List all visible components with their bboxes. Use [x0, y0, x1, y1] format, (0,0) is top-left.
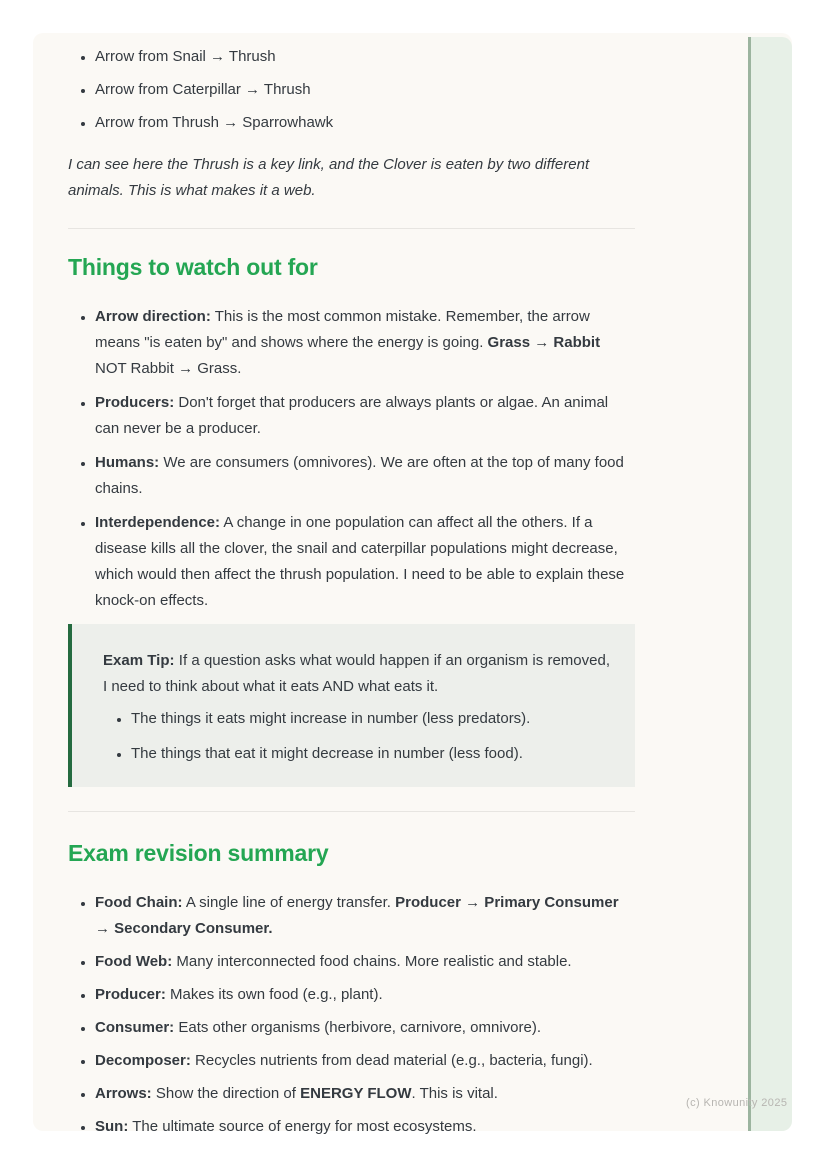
list-item	[95, 390, 635, 442]
list-item-text: This is the most common mistake. Remember, the arrow means "is eaten by" and shows where the energy is going.	[95, 308, 590, 351]
list-item-text: Arrow from Thrush → Sparrowhawk	[95, 114, 334, 131]
list-item	[131, 741, 610, 767]
list-item-text: The things it eats might increase in number (less predators).	[131, 710, 531, 727]
list-item-bold-text: Grass → Rabbit	[487, 334, 601, 351]
list-item	[95, 1114, 635, 1140]
list-item	[95, 949, 635, 975]
exam-tip-paragraph	[103, 648, 610, 700]
list-item-text: . This is vital.	[411, 1085, 498, 1102]
list-item-text: A single line of energy transfer.	[182, 894, 396, 911]
list-item-text: Eats other organisms (herbivore, carnivore, omnivore).	[174, 1019, 541, 1036]
watch-out-list	[68, 304, 635, 614]
list-item-bold-text: Food Web:	[95, 953, 173, 970]
exam-tip-body: If a question asks what would happen if an organism is removed, I need to think about what it eats AND what eats it.	[103, 652, 610, 695]
list-item-bold-text: Producer → Primary Consumer → Secondary Consumer.	[95, 894, 619, 937]
list-item-bold-text: ENERGY FLOW	[300, 1085, 412, 1102]
list-item	[95, 110, 635, 136]
arrow-connections-list	[68, 44, 635, 136]
list-item-bold-text: Producers:	[95, 394, 175, 411]
list-item-text: Many interconnected food chains. More realistic and stable.	[172, 953, 572, 970]
list-item-bold-text: Sun:	[95, 1118, 129, 1135]
list-item	[95, 44, 635, 70]
list-item-bold-text: Arrows:	[95, 1085, 152, 1102]
list-item-text: Arrow from Caterpillar → Thrush	[95, 81, 311, 98]
list-item-text: NOT Rabbit → Grass.	[95, 360, 242, 377]
page-edge-strip	[748, 37, 792, 1131]
exam-tip-label: Exam Tip:	[103, 652, 175, 669]
section-heading-summary: Exam revision summary	[68, 840, 329, 866]
list-item-text: The things that eat it might decrease in number (less food).	[131, 745, 523, 762]
list-item-bold-text: Decomposer:	[95, 1052, 191, 1069]
list-item-text: The ultimate source of energy for most ecosystems.	[128, 1118, 477, 1135]
list-item	[95, 890, 635, 942]
list-item-bold-text: Humans:	[95, 454, 160, 471]
list-item	[95, 982, 635, 1008]
list-item-bold-text: Arrow direction:	[95, 308, 211, 325]
list-item-text: Arrow from Snail → Thrush	[95, 48, 276, 65]
list-item-bold-text: Consumer:	[95, 1019, 175, 1036]
list-item	[95, 1015, 635, 1041]
list-item	[95, 450, 635, 502]
exam-tip-callout	[68, 624, 635, 787]
section-heading-watch-out: Things to watch out for	[68, 254, 318, 280]
list-item	[131, 706, 610, 732]
observation-note: I can see here the Thrush is a key link, and the Clover is eaten by two different animals. This is what makes it a web.	[68, 156, 590, 199]
list-item-bold-text: Interdependence:	[95, 514, 221, 531]
list-item-text: Show the direction of	[151, 1085, 301, 1102]
page-content	[68, 44, 635, 1147]
list-item-text: Recycles nutrients from dead material (e.g., bacteria, fungi).	[190, 1052, 593, 1069]
list-item-text: Makes its own food (e.g., plant).	[165, 986, 383, 1003]
list-item	[95, 1081, 635, 1107]
list-item-text: A change in one population can affect all the others. If a disease kills all the clover, the snail and caterpillar populations might decrease, which would then affect the thrush population. I need to be able to explain these knock-on effects.	[95, 514, 625, 609]
exam-tip-list	[103, 706, 610, 767]
list-item	[95, 510, 635, 614]
list-item-text: We are consumers (omnivores). We are often at the top of many food chains.	[95, 454, 624, 497]
summary-list	[68, 890, 635, 1140]
list-item	[95, 77, 635, 103]
list-item	[95, 304, 635, 382]
list-item	[95, 1048, 635, 1074]
copyright-watermark: (c) Knowunity 2025	[686, 1097, 788, 1109]
document-page	[33, 33, 792, 1135]
list-item-text: Don't forget that producers are always plants or algae. An animal can never be a producer.	[95, 394, 609, 437]
list-item-bold-text: Food Chain:	[95, 894, 183, 911]
list-item-bold-text: Producer:	[95, 986, 166, 1003]
section-divider	[68, 228, 635, 229]
section-divider	[68, 811, 635, 812]
